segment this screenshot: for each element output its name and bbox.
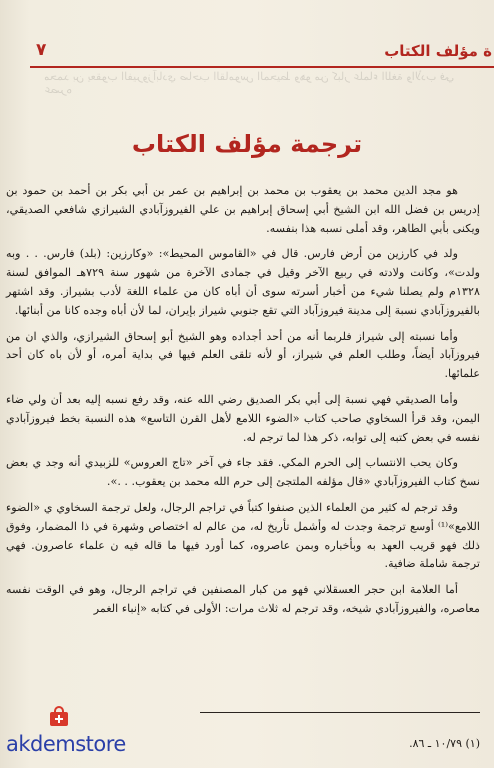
bleed-through-text: محمد بن يعقوب الفيروزآبادي صاحب القاموس المحيط وهو من كبار علماء اللغة والأدب في عصره bbox=[44, 70, 455, 96]
store-logo-icon bbox=[48, 706, 70, 728]
header-rule bbox=[30, 66, 494, 68]
paragraph-shiraz: وأما نسبته إلى شيراز فلربما أنه من أحد أجداده وهو الشيخ أبو إسحاق الشيرازي، والذي ان من فيروزآباد أيضاً، وطلب العلم في شيراز، أو لأنه تلقى العلم فيها في بداية أمره، أو لأن باه كان أحد علمائها. bbox=[6, 329, 480, 381]
paragraph-lineage: هو مجد الدين محمد بن يعقوب بن محمد بن إبراهيم بن عمر بن أبي بكر بن أحمد بن حمود بن إدريس بن فضل الله ابن الشيخ أبي إسحاق إبراهيم بن علي الفيروزآبادي الشيرازي شافعي الصديقي، ويكنى بأبي الطاهر، وقد أملى نسبه هذا بنفسه. bbox=[6, 184, 480, 235]
store-logo bbox=[4, 706, 144, 762]
paragraph-siddiqi: وأما الصديقي فهي نسبة إلى أبي بكر الصديق رضي الله عنه، وقد رفع نسبه إليه بعد أن ولي ضاء اليمن، وقد قرأ السخاوي صاحب كتاب «الضوء اللامع لأهل القرن التاسع» هذه النسبة بخط فيروزآبادي نفسه في بعض كتبه إلى توابه، ذكر هذا لما ترجم له. bbox=[6, 392, 480, 444]
paragraph-haram: وكان يحب الانتساب إلى الحرم المكي. فقد جاء في آخر «تاج العروس» للزبيدي أنه وجد ي بعض نسخ كتاب الفيروزآبادي «قال مؤلفه الملتجئ إلى حرم الله محمد بن يعقوب. . .». bbox=[6, 456, 480, 489]
running-header bbox=[6, 40, 494, 64]
paragraph-birth: ولد في كارزين من أرض فارس. قال في «القاموس المحيط»: «وكارزين: (بلد) فارس. . . وبه ولدت»، وكانت ولادته في ربيع الآخر وقيل في جمادى الآخرة من شهور سنة ٧٢٩هـ الموافق لسنة ١٣٢٨م ولم يصلنا شيء من أخبار أسرته سوى أن أباه كان من علماء اللغة لأدب بشيراز. وقد اشتهر بالفيروزآبادي نسبة إلى مدينة فيروزآباد التي تقع جنوبي شيراز بإيران، لما لأن أباه وجده كانا من أبنائها. bbox=[6, 247, 481, 317]
paragraph-ibn-hajar: أما العلامة ابن حجر العسقلاني فهو من كبار المصنفين في تراجم الرجال، وهو في الوقت نفسه معاصره، والفيروزآبادي شيخه، وقد ترجم له ثلاث مرات: الأولى في كتابه «إنباء الغمر bbox=[6, 583, 480, 615]
footnote: (١) ١٠/٧٩ ـ ٨٦. bbox=[409, 737, 480, 750]
page-number: ٧ bbox=[36, 40, 47, 60]
body-text bbox=[6, 182, 480, 626]
footnote-rule bbox=[200, 712, 480, 713]
store-logo-text: akdemstore bbox=[6, 732, 126, 756]
paragraph-biographies: وقد ترجم له كثير من العلماء الذين صنفوا كتباً في تراجم الرجال، ولعل ترجمة السخاوي ي «الضوء اللامع»⁽¹⁾ أوسع ترجمة وجدت له وأشمل تأريخ له، من عالم له اختصاص وشهرة في ذا المضمار، وفوق ذلك فهو قريب العهد به وبأخباره وبمن عاصروه، كما أورد فيها ما قاله فيه ن علماء عاصرون. فهي ترجمة شاملة ضافية. bbox=[6, 500, 480, 571]
running-header-title: ة مؤلف الكتاب bbox=[384, 42, 492, 60]
chapter-title: ترجمة مؤلف الكتاب bbox=[131, 130, 363, 158]
